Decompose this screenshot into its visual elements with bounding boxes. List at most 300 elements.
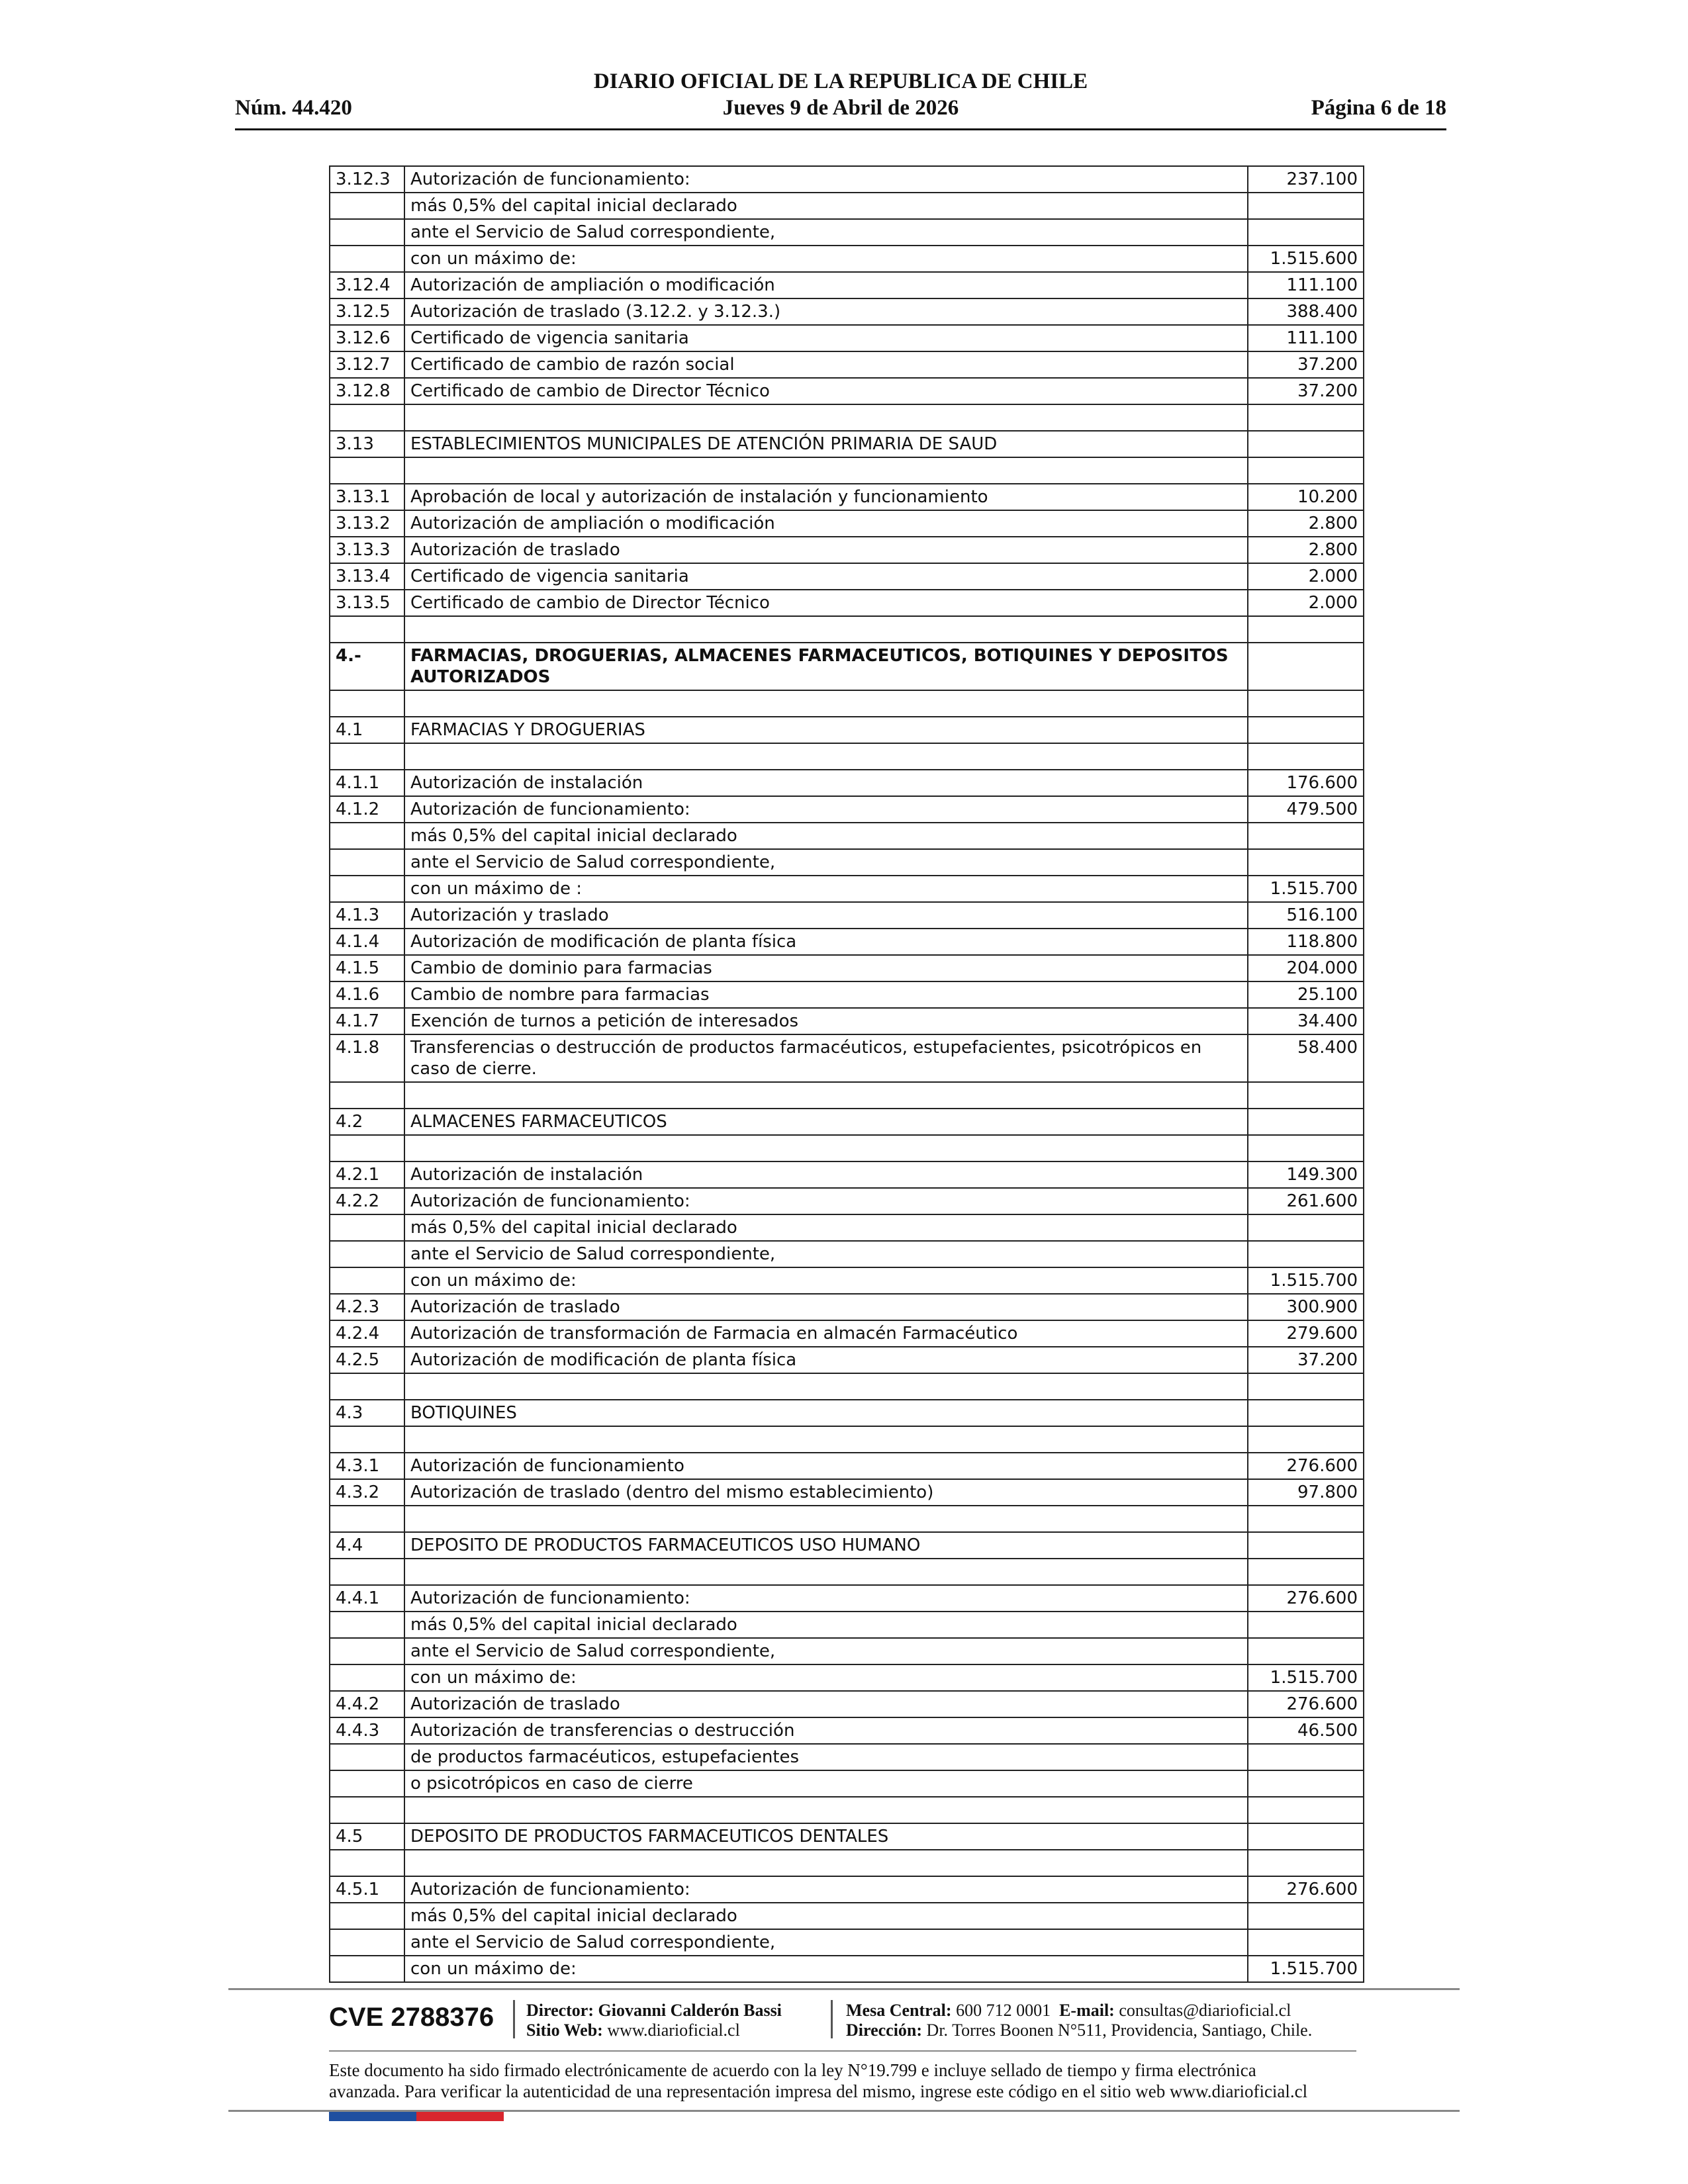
row-code (330, 1664, 404, 1691)
row-amount (1248, 717, 1364, 743)
mesa-label: Mesa Central: (846, 2001, 952, 2020)
table-row (330, 849, 1364, 876)
table-row (330, 1135, 1364, 1161)
row-description: más 0,5% del capital inicial declarado (404, 1903, 1248, 1929)
row-description: DEPOSITO DE PRODUCTOS FARMACEUTICOS DENTALES (404, 1823, 1248, 1850)
row-amount: 37.200 (1248, 378, 1364, 404)
row-amount: 111.100 (1248, 325, 1364, 351)
table-row (330, 1188, 1364, 1214)
row-code: 3.13.3 (330, 537, 404, 563)
website-line (526, 2021, 782, 2040)
row-code: 4.1.5 (330, 955, 404, 981)
table-row (330, 1214, 1364, 1241)
row-amount (1248, 690, 1364, 717)
row-description: Autorización de instalación (404, 1161, 1248, 1188)
row-code: 3.13 (330, 431, 404, 457)
row-code: 4.2.3 (330, 1294, 404, 1320)
row-amount (1248, 1109, 1364, 1135)
row-description: Autorización de traslado (404, 537, 1248, 563)
contact-line (846, 2001, 1312, 2021)
row-code: 4.4 (330, 1532, 404, 1559)
row-description: FARMACIAS, DROGUERIAS, ALMACENES FARMACEUTICOS, BOTIQUINES Y DEPOSITOS AUTORIZADOS (404, 643, 1248, 690)
row-code (330, 1797, 404, 1823)
page-header (235, 66, 1446, 132)
table-row (330, 1850, 1364, 1876)
table-row (330, 1691, 1364, 1717)
row-code (330, 1929, 404, 1956)
row-code (330, 457, 404, 484)
table-row (330, 590, 1364, 616)
row-code: 4.3.1 (330, 1453, 404, 1479)
table-row (330, 823, 1364, 849)
row-description (404, 1797, 1248, 1823)
row-amount: 37.200 (1248, 1347, 1364, 1373)
table-row (330, 1823, 1364, 1850)
row-code (330, 849, 404, 876)
table-row (330, 298, 1364, 325)
row-code (330, 193, 404, 219)
row-code (330, 1638, 404, 1664)
row-description: o psicotrópicos en caso de cierre (404, 1770, 1248, 1797)
row-code: 4.1.6 (330, 981, 404, 1008)
table-row (330, 876, 1364, 902)
row-code: 3.12.5 (330, 298, 404, 325)
row-code (330, 1506, 404, 1532)
row-description: Certificado de cambio de razón social (404, 351, 1248, 378)
row-code: 4.5 (330, 1823, 404, 1850)
row-amount (1248, 1559, 1364, 1585)
row-code: 4.1.3 (330, 902, 404, 929)
table-row (330, 1400, 1364, 1426)
row-description: Autorización de modificación de planta física (404, 929, 1248, 955)
row-amount (1248, 1770, 1364, 1797)
row-description: Autorización de ampliación o modificación (404, 510, 1248, 537)
row-amount: 261.600 (1248, 1188, 1364, 1214)
row-amount (1248, 1241, 1364, 1267)
footer-separator (831, 2000, 833, 2038)
row-description: ante el Servicio de Salud correspondiente, (404, 849, 1248, 876)
table-row (330, 351, 1364, 378)
footer-contact-block (846, 2001, 1312, 2040)
row-description (404, 616, 1248, 643)
table-row (330, 1506, 1364, 1532)
row-amount (1248, 457, 1364, 484)
row-description: Autorización y traslado (404, 902, 1248, 929)
row-amount: 388.400 (1248, 298, 1364, 325)
row-amount: 279.600 (1248, 1320, 1364, 1347)
row-amount (1248, 1400, 1364, 1426)
cve-code: CVE 2788376 (329, 2003, 494, 2032)
table-row (330, 1479, 1364, 1506)
row-code: 4.1.7 (330, 1008, 404, 1034)
row-code: 3.12.7 (330, 351, 404, 378)
row-amount (1248, 1135, 1364, 1161)
row-code (330, 690, 404, 717)
row-description: Autorización de traslado (404, 1691, 1248, 1717)
row-description: Transferencias o destrucción de productos farmacéuticos, estupefacientes, psicotrópicos en caso de cierre. (404, 1034, 1248, 1082)
table-row (330, 219, 1364, 246)
issue-date: Jueves 9 de Abril de 2026 (722, 96, 959, 120)
fees-table-body (330, 166, 1364, 1982)
director-line (526, 2001, 782, 2021)
row-amount (1248, 823, 1364, 849)
row-amount: 479.500 (1248, 796, 1364, 823)
row-amount (1248, 219, 1364, 246)
page-indicator: Página 6 de 18 (1311, 96, 1446, 120)
legal-line-1: Este documento ha sido firmado electrónicamente de acuerdo con la ley N°19.799 e incluye sellado de tiempo y firma electrónica (329, 2060, 1256, 2080)
row-description: Autorización de funcionamiento: (404, 1876, 1248, 1903)
row-amount (1248, 616, 1364, 643)
row-code (330, 823, 404, 849)
row-amount (1248, 1082, 1364, 1109)
row-amount: 25.100 (1248, 981, 1364, 1008)
table-row (330, 770, 1364, 796)
table-row (330, 325, 1364, 351)
row-description: FARMACIAS Y DROGUERIAS (404, 717, 1248, 743)
table-row (330, 743, 1364, 770)
row-description: más 0,5% del capital inicial declarado (404, 193, 1248, 219)
newspaper-title: DIARIO OFICIAL DE LA REPUBLICA DE CHILE (593, 69, 1088, 93)
website-link[interactable]: www.diarioficial.cl (607, 2021, 740, 2040)
row-description (404, 1559, 1248, 1585)
row-description (404, 1135, 1248, 1161)
legal-notice (329, 2060, 1362, 2102)
table-row (330, 902, 1364, 929)
website-label: Sitio Web: (526, 2021, 603, 2040)
row-code: 4.1.4 (330, 929, 404, 955)
row-amount: 97.800 (1248, 1479, 1364, 1506)
row-code (330, 1770, 404, 1797)
row-description: ante el Servicio de Salud correspondiente, (404, 1929, 1248, 1956)
table-row (330, 1347, 1364, 1373)
row-amount: 2.800 (1248, 510, 1364, 537)
row-description: de productos farmacéuticos, estupefacientes (404, 1744, 1248, 1770)
table-row (330, 1109, 1364, 1135)
row-code: 4.2.2 (330, 1188, 404, 1214)
address-text: Dr. Torres Boonen N°511, Providencia, Santiago, Chile. (926, 2021, 1313, 2040)
table-row (330, 1008, 1364, 1034)
row-code (330, 1214, 404, 1241)
table-row (330, 378, 1364, 404)
table-row (330, 1585, 1364, 1612)
table-row (330, 1744, 1364, 1770)
row-code (330, 1082, 404, 1109)
table-row (330, 1294, 1364, 1320)
table-row (330, 1664, 1364, 1691)
row-description: Cambio de nombre para farmacias (404, 981, 1248, 1008)
row-code: 4.1.1 (330, 770, 404, 796)
row-amount: 111.100 (1248, 272, 1364, 298)
flag-stripe-red (416, 2112, 504, 2121)
table-row (330, 1717, 1364, 1744)
row-amount: 516.100 (1248, 902, 1364, 929)
row-amount (1248, 743, 1364, 770)
row-amount (1248, 431, 1364, 457)
row-amount (1248, 1929, 1364, 1956)
row-code (330, 876, 404, 902)
row-amount: 2.000 (1248, 590, 1364, 616)
row-amount: 1.515.700 (1248, 1956, 1364, 1982)
issue-number: Núm. 44.420 (235, 96, 352, 120)
row-amount (1248, 1426, 1364, 1453)
row-description (404, 743, 1248, 770)
row-code (330, 1850, 404, 1876)
row-description: Autorización de transferencias o destrucción (404, 1717, 1248, 1744)
row-code: 4.4.3 (330, 1717, 404, 1744)
row-code (330, 1373, 404, 1400)
director-label: Director: (526, 2001, 594, 2020)
table-row (330, 431, 1364, 457)
table-row (330, 1267, 1364, 1294)
row-amount: 276.600 (1248, 1691, 1364, 1717)
table-row (330, 166, 1364, 193)
row-amount: 118.800 (1248, 929, 1364, 955)
row-description: más 0,5% del capital inicial declarado (404, 823, 1248, 849)
row-code (330, 1612, 404, 1638)
table-row (330, 981, 1364, 1008)
row-amount: 1.515.700 (1248, 876, 1364, 902)
table-row (330, 1797, 1364, 1823)
table-row (330, 1082, 1364, 1109)
row-description: Autorización de funcionamiento: (404, 1585, 1248, 1612)
row-amount (1248, 1744, 1364, 1770)
row-description: Certificado de vigencia sanitaria (404, 325, 1248, 351)
row-amount: 149.300 (1248, 1161, 1364, 1188)
row-description: ante el Servicio de Salud correspondiente, (404, 219, 1248, 246)
row-amount (1248, 1612, 1364, 1638)
row-description (404, 1850, 1248, 1876)
row-amount: 10.200 (1248, 484, 1364, 510)
row-description: Certificado de cambio de Director Técnico (404, 378, 1248, 404)
row-description: DEPOSITO DE PRODUCTOS FARMACEUTICOS USO HUMANO (404, 1532, 1248, 1559)
row-amount (1248, 1638, 1364, 1664)
table-row (330, 690, 1364, 717)
director-name: Giovanni Calderón Bassi (598, 2001, 782, 2020)
table-row (330, 1241, 1364, 1267)
table-row (330, 1320, 1364, 1347)
row-amount: 237.100 (1248, 166, 1364, 193)
row-amount (1248, 849, 1364, 876)
row-code: 4.4.1 (330, 1585, 404, 1612)
table-row (330, 1903, 1364, 1929)
row-description: más 0,5% del capital inicial declarado (404, 1612, 1248, 1638)
fees-table-container (329, 165, 1363, 1983)
table-row (330, 929, 1364, 955)
row-code: 3.13.4 (330, 563, 404, 590)
row-description: Autorización de traslado (404, 1294, 1248, 1320)
row-amount: 300.900 (1248, 1294, 1364, 1320)
row-description: Cambio de dominio para farmacias (404, 955, 1248, 981)
row-code: 3.12.4 (330, 272, 404, 298)
table-row (330, 1161, 1364, 1188)
row-code: 4.3.2 (330, 1479, 404, 1506)
table-row (330, 1612, 1364, 1638)
row-description: más 0,5% del capital inicial declarado (404, 1214, 1248, 1241)
row-code: 3.12.3 (330, 166, 404, 193)
row-amount: 2.000 (1248, 563, 1364, 590)
row-code (330, 1956, 404, 1982)
row-code (330, 219, 404, 246)
footer-divider-top (228, 1988, 1460, 1990)
row-description (404, 457, 1248, 484)
table-row (330, 272, 1364, 298)
row-code (330, 1744, 404, 1770)
row-description: BOTIQUINES (404, 1400, 1248, 1426)
table-row (330, 484, 1364, 510)
row-description: con un máximo de: (404, 1267, 1248, 1294)
address-line (846, 2021, 1312, 2040)
row-amount: 34.400 (1248, 1008, 1364, 1034)
row-code: 4.5.1 (330, 1876, 404, 1903)
row-code: 3.13.5 (330, 590, 404, 616)
row-amount: 1.515.700 (1248, 1267, 1364, 1294)
row-code: 4.2 (330, 1109, 404, 1135)
table-row (330, 1638, 1364, 1664)
row-code (330, 1241, 404, 1267)
row-amount (1248, 1532, 1364, 1559)
row-code: 4.2.4 (330, 1320, 404, 1347)
email-link[interactable]: consultas@diarioficial.cl (1119, 2001, 1291, 2020)
row-description (404, 1373, 1248, 1400)
row-description: Autorización de traslado (dentro del mismo establecimiento) (404, 1479, 1248, 1506)
table-row (330, 510, 1364, 537)
row-description: Autorización de ampliación o modificación (404, 272, 1248, 298)
row-amount (1248, 1797, 1364, 1823)
table-row (330, 1770, 1364, 1797)
row-description: con un máximo de: (404, 246, 1248, 272)
row-amount (1248, 1506, 1364, 1532)
table-row (330, 1929, 1364, 1956)
table-row (330, 643, 1364, 690)
row-description: Autorización de transformación de Farmacia en almacén Farmacéutico (404, 1320, 1248, 1347)
row-description: Autorización de funcionamiento (404, 1453, 1248, 1479)
row-code (330, 743, 404, 770)
table-row (330, 1876, 1364, 1903)
row-code (330, 246, 404, 272)
mesa-phone: 600 712 0001 (956, 2001, 1051, 2020)
flag-stripe-blue (329, 2112, 416, 2121)
table-row (330, 1426, 1364, 1453)
row-code: 4.4.2 (330, 1691, 404, 1717)
row-description: Certificado de cambio de Director Técnico (404, 590, 1248, 616)
table-row (330, 537, 1364, 563)
row-code: 3.12.6 (330, 325, 404, 351)
row-amount: 204.000 (1248, 955, 1364, 981)
row-description: Autorización de modificación de planta física (404, 1347, 1248, 1373)
row-description: Exención de turnos a petición de interesados (404, 1008, 1248, 1034)
row-description: Autorización de funcionamiento: (404, 796, 1248, 823)
row-amount (1248, 1823, 1364, 1850)
row-description: ante el Servicio de Salud correspondiente, (404, 1241, 1248, 1267)
row-amount (1248, 404, 1364, 431)
row-description: con un máximo de: (404, 1664, 1248, 1691)
row-code: 3.12.8 (330, 378, 404, 404)
row-description: Certificado de vigencia sanitaria (404, 563, 1248, 590)
row-description: con un máximo de: (404, 1956, 1248, 1982)
row-code (330, 1135, 404, 1161)
table-row (330, 1453, 1364, 1479)
row-code (330, 1267, 404, 1294)
footer-director-block (526, 2001, 782, 2040)
row-amount (1248, 1903, 1364, 1929)
row-code: 4.1.8 (330, 1034, 404, 1082)
table-row (330, 563, 1364, 590)
row-code (330, 1903, 404, 1929)
header-divider (235, 128, 1446, 130)
row-amount: 276.600 (1248, 1453, 1364, 1479)
row-description (404, 1506, 1248, 1532)
fees-table (329, 165, 1364, 1983)
table-row (330, 193, 1364, 219)
row-description: Aprobación de local y autorización de instalación y funcionamiento (404, 484, 1248, 510)
table-row (330, 1956, 1364, 1982)
row-code: 4.1 (330, 717, 404, 743)
footer-separator (513, 2000, 515, 2038)
row-code: 4.2.1 (330, 1161, 404, 1188)
row-amount (1248, 1214, 1364, 1241)
email-label: E-mail: (1059, 2001, 1115, 2020)
table-row (330, 246, 1364, 272)
table-row (330, 1373, 1364, 1400)
row-description: ALMACENES FARMACEUTICOS (404, 1109, 1248, 1135)
table-row (330, 1034, 1364, 1082)
row-amount: 1.515.700 (1248, 1664, 1364, 1691)
row-description: con un máximo de : (404, 876, 1248, 902)
row-code (330, 404, 404, 431)
row-description: ante el Servicio de Salud correspondiente, (404, 1638, 1248, 1664)
row-amount: 276.600 (1248, 1585, 1364, 1612)
row-description: ESTABLECIMIENTOS MUNICIPALES DE ATENCIÓN PRIMARIA DE SAUD (404, 431, 1248, 457)
footer-divider-middle (329, 2050, 1356, 2052)
row-description: Autorización de traslado (3.12.2. y 3.12.3.) (404, 298, 1248, 325)
table-row (330, 796, 1364, 823)
row-amount (1248, 1373, 1364, 1400)
row-code (330, 1426, 404, 1453)
row-amount: 2.800 (1248, 537, 1364, 563)
row-amount: 1.515.600 (1248, 246, 1364, 272)
row-description (404, 690, 1248, 717)
row-amount: 58.400 (1248, 1034, 1364, 1082)
row-code (330, 616, 404, 643)
row-amount: 46.500 (1248, 1717, 1364, 1744)
row-code: 4.- (330, 643, 404, 690)
table-row (330, 955, 1364, 981)
address-label: Dirección: (846, 2021, 923, 2040)
row-amount: 37.200 (1248, 351, 1364, 378)
table-row (330, 1532, 1364, 1559)
row-amount: 176.600 (1248, 770, 1364, 796)
row-description: Autorización de funcionamiento: (404, 166, 1248, 193)
row-description: Autorización de instalación (404, 770, 1248, 796)
legal-line-2: avanzada. Para verificar la autenticidad de una representación impresa del mismo, ingrese este código en el sitio web www.diarioficial.cl (329, 2081, 1308, 2101)
row-code: 4.2.5 (330, 1347, 404, 1373)
table-row (330, 457, 1364, 484)
row-amount: 276.600 (1248, 1876, 1364, 1903)
row-code: 4.1.2 (330, 796, 404, 823)
table-row (330, 717, 1364, 743)
row-code: 3.13.2 (330, 510, 404, 537)
row-code (330, 1559, 404, 1585)
row-code: 3.13.1 (330, 484, 404, 510)
row-description (404, 404, 1248, 431)
row-description: Autorización de funcionamiento: (404, 1188, 1248, 1214)
row-amount (1248, 193, 1364, 219)
table-row (330, 616, 1364, 643)
table-row (330, 1559, 1364, 1585)
row-code: 4.3 (330, 1400, 404, 1426)
row-description (404, 1426, 1248, 1453)
table-row (330, 404, 1364, 431)
